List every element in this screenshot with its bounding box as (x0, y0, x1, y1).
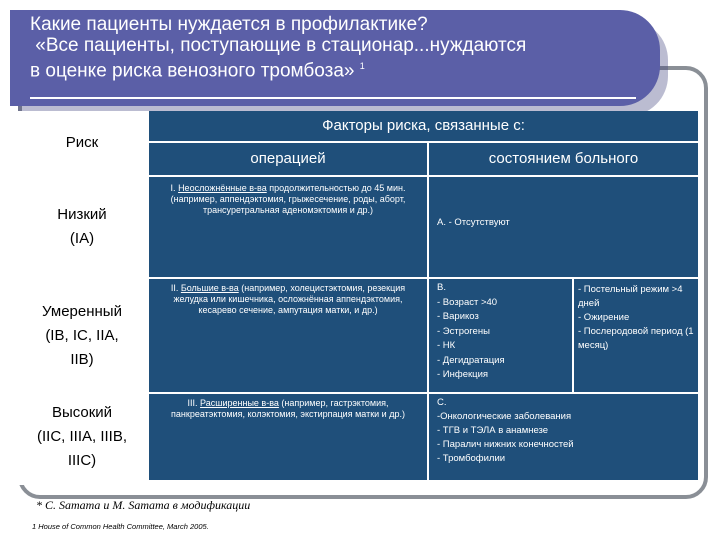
operation-low (149, 177, 427, 277)
operation-high-type: Расширенные в-ва (200, 398, 279, 408)
title-line-3-text: в оценке риска венозного тромбоза» (30, 60, 355, 82)
risk-moderate-class-cont: IIB) (70, 350, 94, 368)
title-line-2-text: «Все пациенты, поступающие в стационар...нуждаются (35, 35, 527, 56)
patient-moderate-extra-line: - Послеродовой период (1 месяц) (578, 326, 694, 351)
patient-high-line: - ТГВ и ТЭЛА в анамнезе (437, 425, 549, 436)
patient-high-line: -Онкологические заболевания (437, 411, 572, 422)
title-line-2 (30, 35, 670, 56)
patient-moderate-extra-line: - Постельный режим >4 дней (578, 284, 683, 309)
patient-moderate-line: - Возраст >40 (437, 296, 498, 308)
footnote: * С. Samama и M. Samama в модификации (36, 498, 251, 512)
header-patient: состоянием больного (429, 143, 698, 175)
title-underline (30, 97, 636, 99)
risk-high-class: (IIC, IIIA, IIIB, (36, 428, 127, 445)
patient-moderate-line: - Инфекция (437, 369, 489, 380)
risk-low-class: (IA) (69, 230, 95, 247)
patient-moderate-line: - Дегидратация (437, 354, 505, 366)
title-line-3 (30, 56, 670, 81)
patient-high-line: - Паралич нижних конечностей (437, 439, 574, 450)
patient-moderate-extra-line: - Ожирение (578, 312, 630, 323)
risk-moderate (18, 279, 146, 392)
operation-high (149, 394, 427, 480)
risk-low-name: Низкий (57, 206, 107, 223)
title-reference: 1 (359, 61, 365, 71)
risk-moderate-name: Умеренный (42, 302, 122, 320)
patient-moderate-line: - Варикоз (437, 311, 479, 322)
patient-high-line: - Тромбофилии (437, 453, 506, 464)
operation-high-detail: (например, гастрэктомия, панкреатэктомия, колэктомия, экстирпация матки и др.) (171, 398, 405, 419)
risk-high (18, 394, 146, 480)
patient-moderate-extra (574, 279, 698, 392)
patient-low (429, 177, 698, 277)
operation-low-type: Неосложнённые в-ва (178, 183, 267, 193)
title-line-1: Какие пациенты нуждается в профилактике? (30, 14, 428, 35)
operation-moderate (149, 279, 427, 392)
operation-low-detail: продолжительностью до 45 мин. (например, аппендэктомия, грыжесечение, роды, аборт, трансуретральная аденомэктомия и др.) (170, 183, 406, 215)
patient-high-line: С. (437, 397, 447, 408)
header-risk (18, 111, 146, 175)
operation-high-number: III. (187, 398, 198, 408)
risk-table (18, 111, 698, 485)
risk-low (18, 177, 146, 277)
operation-low-number: I. (170, 183, 176, 193)
patient-high (429, 394, 698, 480)
operation-moderate-number: II. (170, 283, 179, 293)
slide-title (30, 14, 670, 81)
operation-moderate-detail: (например, холецистэктомия, резекция желудка или кишечника, осложнённая аппендэктомия, кесарево сечение, ампутация матки, и др.) (173, 283, 406, 315)
risk-high-name: Высокий (51, 404, 113, 421)
source-reference: 1 House of Common Health Committee, March 2005. (32, 522, 209, 531)
operation-moderate-type: Большие в-ва (180, 283, 239, 293)
patient-moderate-line: В. (437, 282, 446, 293)
risk-high-class-cont: IIIC) (67, 452, 97, 469)
patient-low-line: А. - Отсутствуют (437, 217, 510, 228)
patient-moderate (429, 279, 572, 392)
patient-moderate-line: - Эстрогены (437, 325, 490, 337)
header-risk-label: Риск (65, 134, 99, 151)
header-operation: операцией (149, 143, 427, 175)
patient-moderate-line: - НК (437, 340, 456, 351)
risk-moderate-class: (IB, IC, IIA, (45, 326, 119, 344)
header-factors: Факторы риска, связанные с: (149, 111, 698, 141)
